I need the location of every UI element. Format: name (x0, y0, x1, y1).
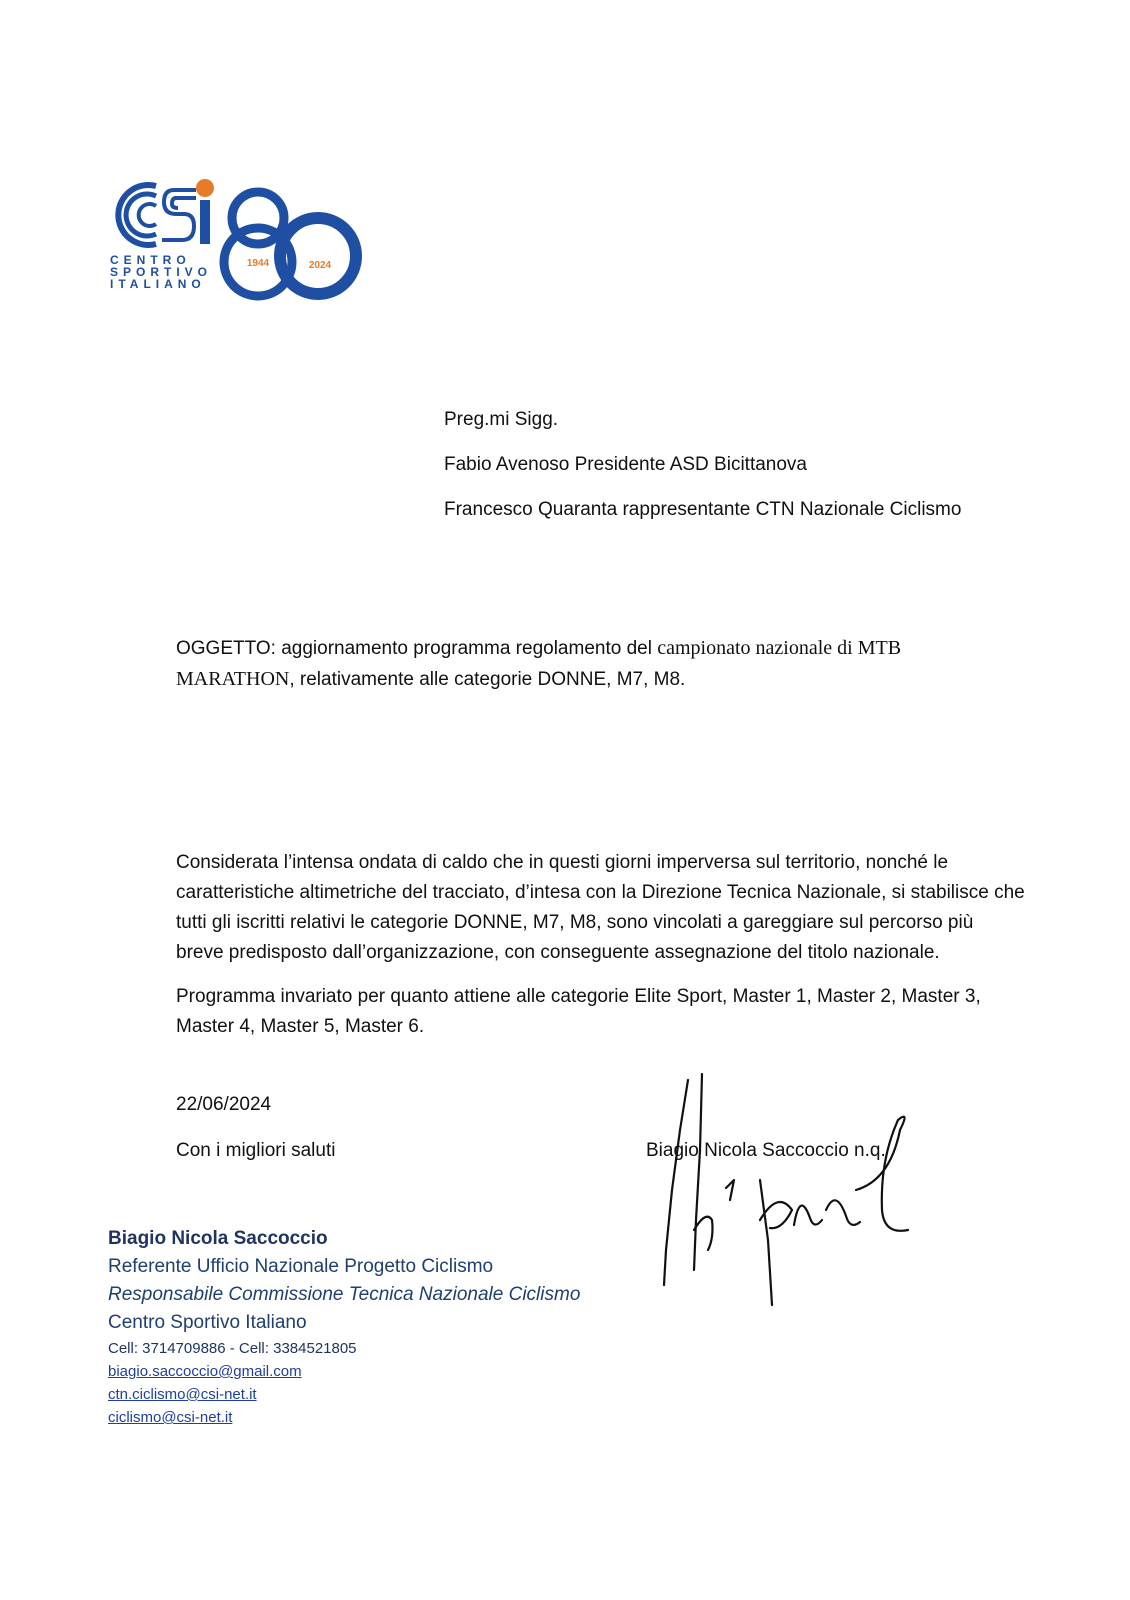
signature-block (108, 1225, 580, 1429)
csi-letter-s-icon (162, 190, 196, 240)
csi-letter-i-icon (200, 200, 210, 244)
subject-serif-part: campionato nazionale di MTB MARATHON (176, 637, 902, 690)
recipient-line: Fabio Avenoso Presidente ASD Bicittanova (444, 454, 807, 475)
logo-line-2: SPORTIVO (110, 265, 213, 279)
sig-phones: Cell: 3714709886 - Cell: 3384521805 (108, 1340, 357, 1357)
sig-org: Centro Sportivo Italiano (108, 1312, 307, 1333)
csi-80-logo (108, 178, 368, 303)
body-paragraph: Considerata l’intensa ondata di caldo che in questi giorni imperversa sul territorio, nonché le caratteristiche altimetriche del tracciato, d’intesa con la Direzione Tecnica Nazionale, si stabilisce che tutti gli iscritti relativi le categorie DONNE, M7, M8, sono vincolati a gareggiare sul percorso più breve predisposto dall’organizzazione, con conseguente assegnazione del titolo nazionale. (176, 852, 1025, 963)
letter-body (176, 848, 1026, 1056)
handwritten-signature-icon (660, 1070, 920, 1310)
letter-date: 22/06/2024 (176, 1094, 272, 1115)
sig-name: Biagio Nicola Saccoccio (108, 1228, 328, 1249)
email-link[interactable]: ctn.ciclismo@csi-net.it (108, 1386, 257, 1403)
sig-role-2: Responsabile Commissione Tecnica Nazionale Ciclismo (108, 1284, 581, 1305)
closing-salutation: Con i migliori saluti (176, 1140, 336, 1161)
subject-rest: , relativamente alle categorie DONNE, M7, M8. (289, 669, 686, 690)
recipients-block (444, 405, 961, 540)
csi-letter-c-icon (118, 185, 156, 245)
body-paragraph: Programma invariato per quanto attiene alle categorie Elite Sport, Master 1, Master 2, Master 3, Master 4, Master 5, Master 6. (176, 986, 981, 1037)
signer-name: Biagio Nicola Saccoccio n.q. (646, 1140, 886, 1161)
logo-line-1: CENTRO (110, 253, 191, 267)
orange-ball-icon (196, 179, 214, 197)
subject-line (176, 633, 1016, 695)
recipient-greeting: Preg.mi Sigg. (444, 409, 559, 430)
email-link[interactable]: ciclismo@csi-net.it (108, 1409, 233, 1426)
year-end: 2024 (308, 260, 332, 271)
subject-label: OGGETTO: aggiornamento programma regolamento del (176, 638, 658, 659)
email-link[interactable]: biagio.saccoccio@gmail.com (108, 1363, 302, 1380)
sig-role-1: Referente Ufficio Nazionale Progetto Ciclismo (108, 1256, 494, 1277)
logo-line-3: ITALIANO (110, 277, 206, 291)
recipient-line: Francesco Quaranta rappresentante CTN Nazionale Ciclismo (444, 499, 962, 520)
year-start: 1944 (246, 258, 270, 269)
